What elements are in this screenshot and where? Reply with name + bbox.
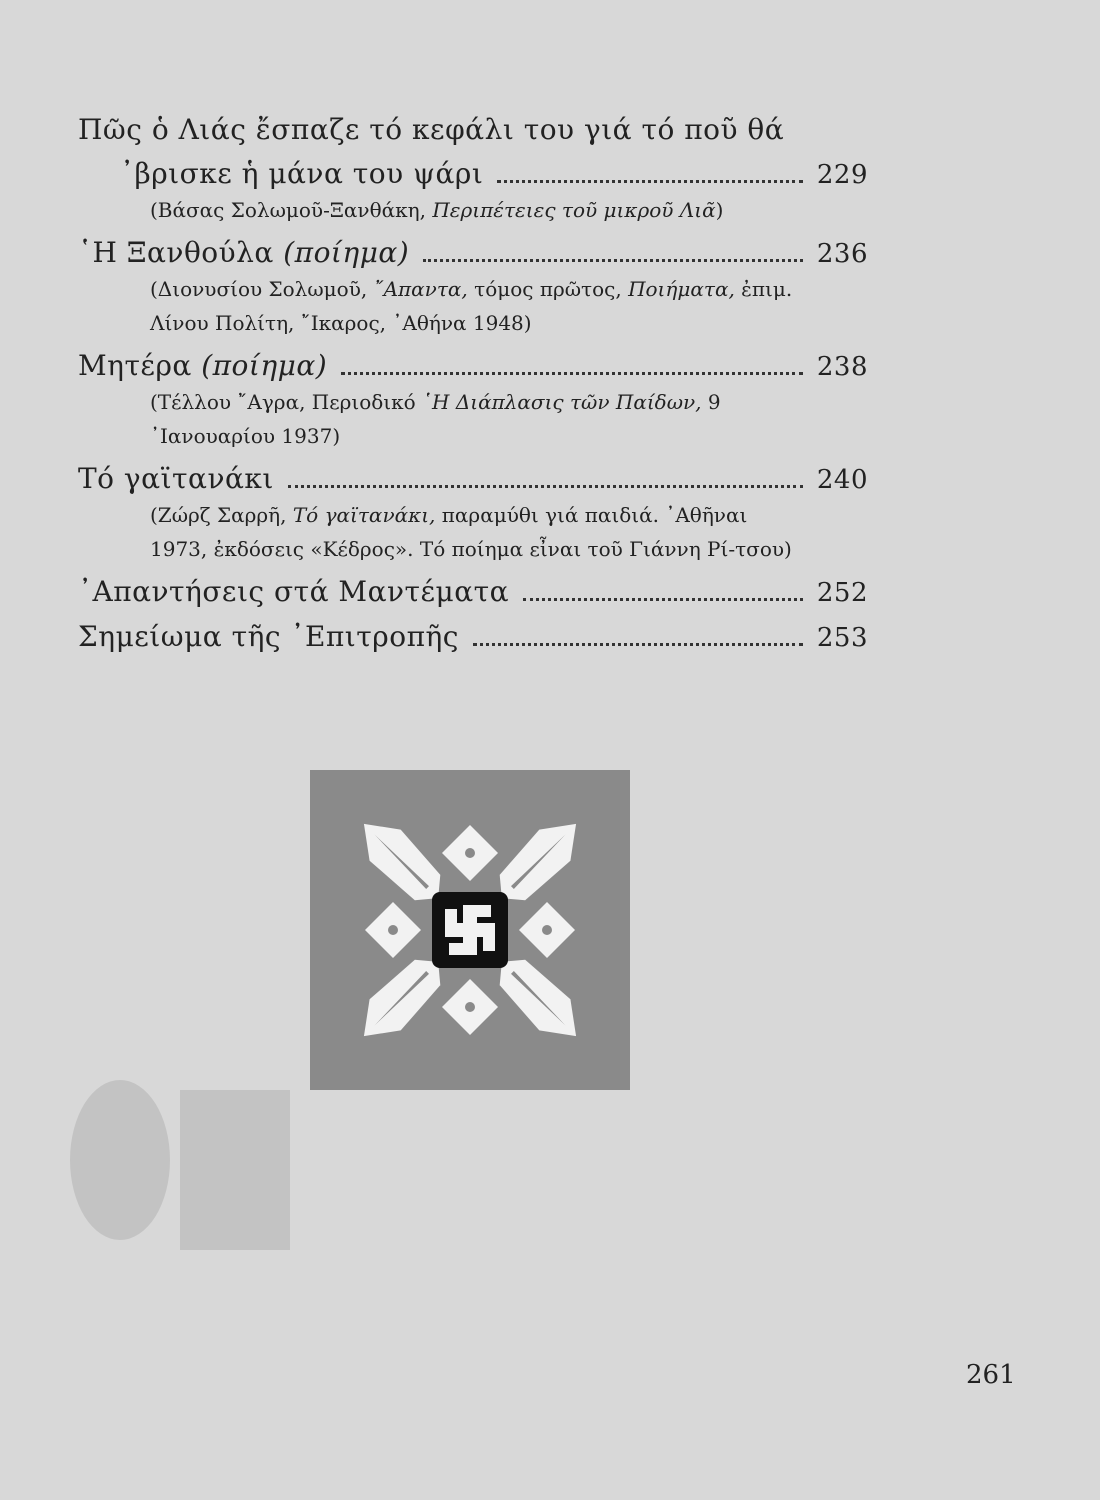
- toc-entry-answers: [78, 570, 868, 615]
- entry-title-line: [78, 570, 868, 615]
- dot-leader: [423, 259, 803, 262]
- entry-page-number: 252: [816, 578, 868, 608]
- dot-leader: [288, 485, 803, 488]
- entry-page-number: 253: [816, 623, 868, 653]
- entry-source: (Διονυσίου Σολωμοῦ, ῎Απαντα, τόμος πρῶτος, Ποιήματα, ἐπιμ. Λίνου Πολίτη, ῎Ικαρος, ᾿Αθήνα 1948): [150, 277, 793, 335]
- entry-title-line: [78, 344, 868, 389]
- entry-source: (Τέλλου ῎Αγρα, Περιοδικό ῾Η Διάπλασις τῶν Παίδων, 9 ᾿Ιανουαρίου 1937): [150, 390, 721, 448]
- toc-entry-mitera: [78, 344, 868, 453]
- toc-entry-xanthoula: [78, 231, 868, 340]
- entry-title-line: [78, 231, 868, 276]
- entry-title-note: (ποίημα): [283, 236, 410, 269]
- dot-leader: [473, 643, 803, 646]
- owl-watermark-icon: [60, 1050, 300, 1260]
- entry-title-line: [78, 615, 868, 660]
- dot-leader: [497, 180, 803, 183]
- entry-title-line: [78, 457, 868, 502]
- entry-title: ῾Η Ξανθούλα: [78, 236, 274, 269]
- dot-leader: [341, 372, 803, 375]
- dot-leader: [523, 598, 803, 601]
- folk-ornament-icon: [310, 770, 630, 1090]
- table-of-contents: [78, 108, 868, 660]
- entry-source: (Ζώρζ Σαρρῆ, Τό γαϊτανάκι, παραμύθι γιά παιδιά. ᾿Αθῆναι 1973, ἐκδόσεις «Κέδρος». Τό ποίημα εἶναι τοῦ Γιάννη Ρί-τσου): [150, 503, 792, 561]
- entry-source: (Βάσας Σολωμοῦ-Ξανθάκη, Περιπέτειες τοῦ μικροῦ Λιᾶ): [150, 198, 724, 222]
- entry-title: Μητέρα: [78, 349, 192, 382]
- entry-title-line1: Πῶς ὁ Λιάς ἔσπαζε τό κεφάλι του γιά τό ποῦ θά: [78, 113, 785, 146]
- entry-title: Τό γαϊτανάκι: [78, 462, 274, 495]
- toc-entry-lias: [78, 108, 868, 227]
- entry-page-number: 240: [816, 465, 868, 495]
- entry-title-note: (ποίημα): [201, 349, 328, 382]
- entry-page-number: 236: [816, 239, 868, 269]
- entry-page-number: 229: [816, 160, 868, 190]
- toc-entry-note: [78, 615, 868, 660]
- entry-title: ᾿βρισκε ἡ μάνα του ψάρι: [120, 157, 484, 190]
- entry-title: Σημείωμα τῆς ᾿Επιτροπῆς: [78, 620, 459, 653]
- toc-entry-gaitanaki: [78, 457, 868, 566]
- entry-page-number: 238: [816, 352, 868, 382]
- entry-title-line2: [78, 152, 868, 197]
- entry-title: ᾿Απαντήσεις στά Μαντέματα: [78, 575, 510, 608]
- page-number: 261: [966, 1360, 1016, 1390]
